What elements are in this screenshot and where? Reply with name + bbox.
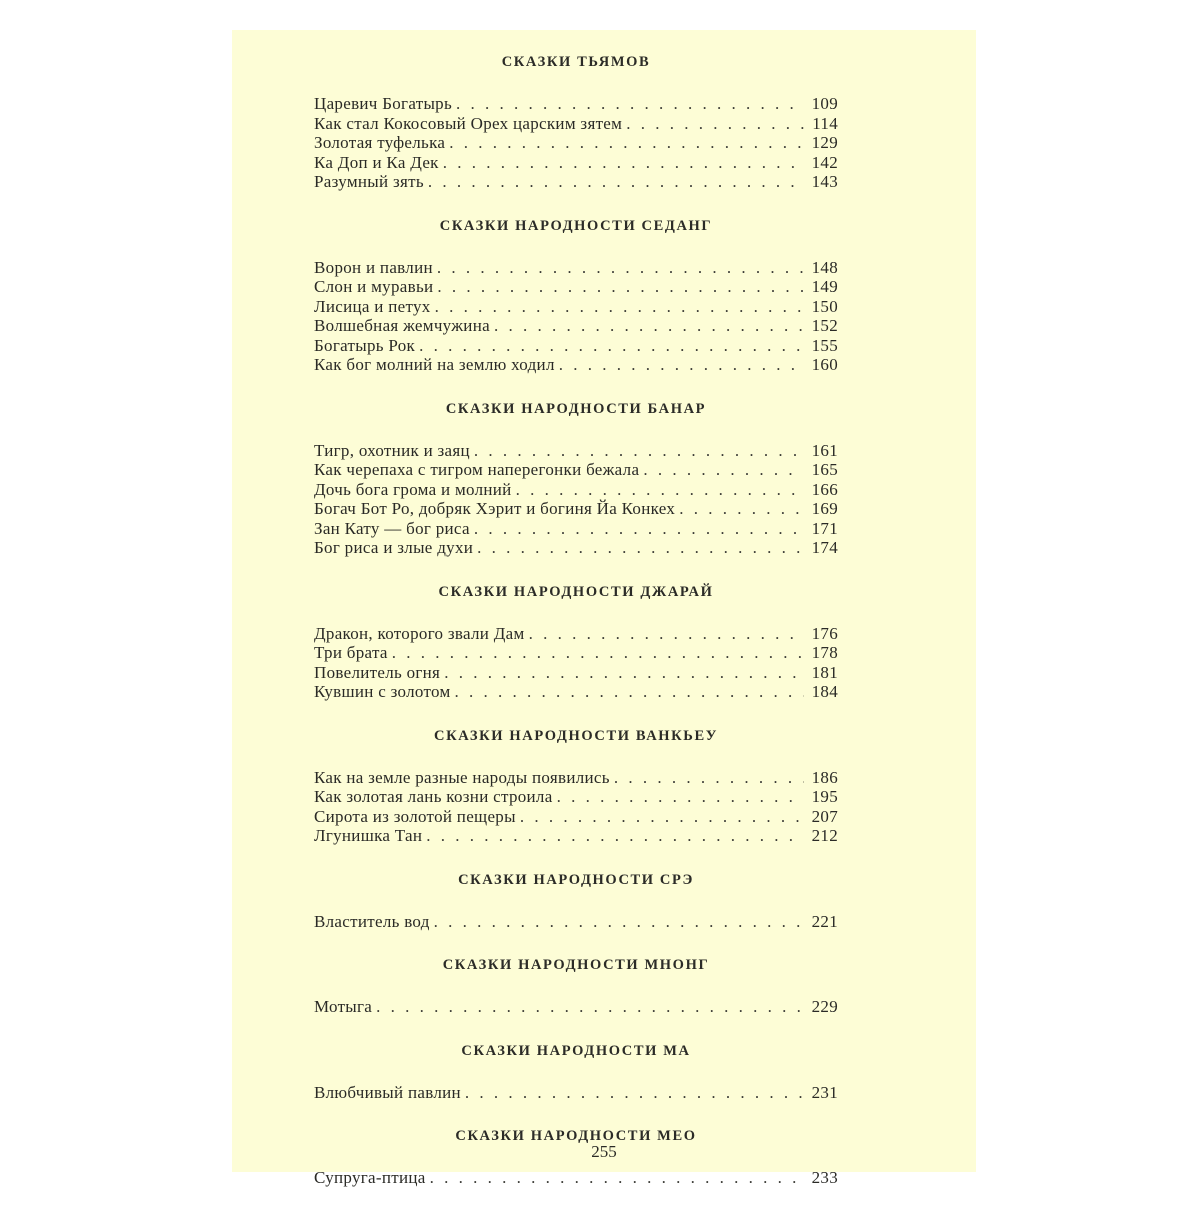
entry-title: Супруга-птица — [314, 1168, 426, 1187]
entry-page-number: 143 — [811, 172, 838, 191]
toc-entry — [314, 441, 838, 461]
toc-entry — [314, 519, 838, 539]
entry-page-number: 148 — [811, 257, 838, 277]
entry-list — [314, 1168, 838, 1188]
entry-title: Дракон, которого звали Дам — [314, 623, 525, 643]
entry-list — [314, 624, 838, 702]
dot-leader — [437, 258, 804, 278]
entry-page-number: 150 — [811, 296, 838, 316]
entry-page-number: 184 — [811, 682, 838, 701]
entry-list — [314, 258, 838, 375]
toc-section — [314, 216, 838, 375]
dot-leader — [679, 499, 804, 519]
toc-entry — [314, 94, 838, 114]
entry-title: Богач Бот Ро, добряк Хэрит и богиня Йа Конкех — [314, 499, 676, 518]
dot-leader — [529, 624, 804, 644]
toc-entry — [314, 663, 838, 683]
entry-page-number: 195 — [811, 787, 838, 806]
entry-title: Влюбчивый павлин — [314, 1082, 461, 1102]
entry-page-number: 231 — [811, 1082, 838, 1102]
entry-page-number: 166 — [811, 479, 838, 499]
table-of-contents — [314, 52, 838, 1212]
entry-title: Зан Кату — бог риса — [314, 518, 470, 538]
dot-leader — [392, 643, 804, 663]
dot-leader — [434, 912, 804, 932]
toc-section — [314, 399, 838, 558]
section-heading: СКАЗКИ НАРОДНОСТИ БАНАР — [445, 400, 707, 417]
entry-title: Как черепаха с тигром наперегонки бежала — [314, 460, 640, 479]
dot-leader — [437, 277, 804, 297]
dot-leader — [494, 316, 804, 336]
section-heading: СКАЗКИ НАРОДНОСТИ МНОНГ — [442, 957, 710, 973]
entry-page-number: 233 — [811, 1168, 838, 1187]
page-number: 255 — [591, 1142, 617, 1161]
dot-leader — [426, 826, 804, 846]
entry-title: Кувшин с золотом — [314, 682, 451, 701]
entry-title: Как на земле разные народы появились — [314, 767, 610, 787]
entry-title: Повелитель огня — [314, 662, 441, 682]
entry-title: Ворон и павлин — [314, 257, 433, 277]
toc-section — [314, 955, 838, 1017]
toc-entry — [314, 768, 838, 788]
entry-title: Три брата — [314, 643, 388, 662]
entry-title: Золотая туфелька — [314, 133, 446, 152]
dot-leader — [449, 133, 804, 153]
entry-title: Лгунишка Тан — [314, 826, 423, 845]
toc-section — [314, 870, 838, 932]
entry-page-number: 212 — [811, 826, 838, 845]
book-page — [232, 30, 976, 1187]
dot-leader — [444, 663, 804, 683]
dot-leader — [477, 538, 804, 558]
toc-entry — [314, 787, 838, 807]
dot-leader — [474, 441, 804, 461]
toc-entry — [314, 912, 838, 932]
entry-list — [314, 768, 838, 846]
dot-leader — [430, 1168, 804, 1188]
dot-leader — [520, 807, 804, 827]
entry-title: Как стал Кокосовый Орех царским зятем — [314, 113, 623, 133]
toc-entry — [314, 480, 838, 500]
entry-page-number: 165 — [811, 460, 838, 479]
toc-entry — [314, 114, 838, 134]
entry-list — [314, 1083, 838, 1103]
entry-page-number: 152 — [811, 316, 838, 335]
toc-entry — [314, 297, 838, 317]
toc-entry — [314, 258, 838, 278]
entry-page-number: 221 — [811, 911, 838, 931]
entry-page-number: 178 — [811, 643, 838, 662]
entry-page-number: 176 — [811, 623, 838, 643]
toc-entry — [314, 355, 838, 375]
entry-title: Как бог молний на землю ходил — [314, 355, 555, 374]
section-heading: СКАЗКИ НАРОДНОСТИ ДЖАРАЙ — [438, 583, 714, 600]
entry-title: Слон и муравьи — [314, 277, 434, 296]
toc-entry — [314, 460, 838, 480]
entry-title: Властитель вод — [314, 911, 430, 931]
section-heading: СКАЗКИ НАРОДНОСТИ МА — [461, 1042, 691, 1059]
dot-leader — [474, 519, 804, 539]
dot-leader — [614, 768, 804, 788]
entry-list — [314, 997, 838, 1017]
entry-page-number: 171 — [811, 518, 838, 538]
entry-title: Сирота из золотой пещеры — [314, 806, 516, 826]
entry-page-number: 109 — [811, 94, 838, 113]
entry-page-number: 161 — [811, 440, 838, 460]
entry-list — [314, 441, 838, 558]
dot-leader — [435, 297, 804, 317]
entry-page-number: 229 — [811, 997, 838, 1016]
dot-leader — [428, 172, 804, 192]
entry-title: Как золотая лань козни строила — [314, 787, 553, 806]
dot-leader — [626, 114, 804, 134]
toc-entry — [314, 624, 838, 644]
entry-title: Лисица и петух — [314, 296, 431, 316]
toc-entry — [314, 499, 838, 519]
entry-page-number: 142 — [811, 152, 838, 172]
toc-section — [314, 726, 838, 846]
toc-entry — [314, 336, 838, 356]
section-heading: СКАЗКИ НАРОДНОСТИ СРЭ — [458, 871, 694, 888]
entry-page-number: 207 — [811, 806, 838, 826]
toc-entry — [314, 538, 838, 558]
entry-title: Богатырь Рок — [314, 335, 416, 355]
dot-leader — [465, 1083, 804, 1103]
entry-list — [314, 94, 838, 192]
entry-page-number: 169 — [811, 499, 838, 518]
entry-title: Мотыга — [314, 997, 373, 1016]
toc-entry — [314, 133, 838, 153]
entry-page-number: 186 — [811, 767, 838, 787]
entry-page-number: 155 — [811, 335, 838, 355]
dot-leader — [455, 682, 804, 702]
toc-entry — [314, 682, 838, 702]
toc-entry — [314, 826, 838, 846]
toc-section — [314, 52, 838, 192]
entry-title: Разумный зять — [314, 172, 424, 191]
entry-title: Ка Доп и Ка Дек — [314, 152, 439, 172]
entry-title: Дочь бога грома и молний — [314, 479, 512, 499]
entry-page-number: 174 — [811, 538, 838, 557]
toc-entry — [314, 1083, 838, 1103]
toc-entry — [314, 277, 838, 297]
entry-list — [314, 912, 838, 932]
section-heading: СКАЗКИ ТЬЯМОВ — [501, 54, 651, 70]
entry-title: Царевич Богатырь — [314, 94, 453, 113]
entry-page-number: 181 — [811, 662, 838, 682]
toc-entry — [314, 153, 838, 173]
dot-leader — [419, 336, 804, 356]
entry-page-number: 160 — [811, 355, 838, 374]
dot-leader — [443, 153, 804, 173]
dot-leader — [643, 460, 804, 480]
dot-leader — [516, 480, 804, 500]
dot-leader — [559, 355, 804, 375]
section-heading: СКАЗКИ НАРОДНОСТИ МЕО — [455, 1128, 697, 1144]
toc-entry — [314, 172, 838, 192]
toc-entry — [314, 807, 838, 827]
entry-page-number: 114 — [812, 113, 838, 133]
toc-entry — [314, 316, 838, 336]
entry-page-number: 129 — [811, 133, 838, 152]
entry-title: Бог риса и злые духи — [314, 538, 474, 557]
entry-title: Тигр, охотник и заяц — [314, 440, 470, 460]
toc-entry — [314, 643, 838, 663]
section-heading: СКАЗКИ НАРОДНОСТИ ВАНКЬЕУ — [434, 727, 718, 744]
entry-page-number: 149 — [811, 277, 838, 296]
toc-section — [314, 582, 838, 702]
toc-entry — [314, 1168, 838, 1188]
dot-leader — [376, 997, 804, 1017]
section-heading: СКАЗКИ НАРОДНОСТИ СЕДАНГ — [439, 217, 713, 234]
dot-leader — [456, 94, 804, 114]
toc-entry — [314, 997, 838, 1017]
entry-title: Волшебная жемчужина — [314, 316, 490, 335]
toc-section — [314, 1041, 838, 1103]
dot-leader — [557, 787, 804, 807]
